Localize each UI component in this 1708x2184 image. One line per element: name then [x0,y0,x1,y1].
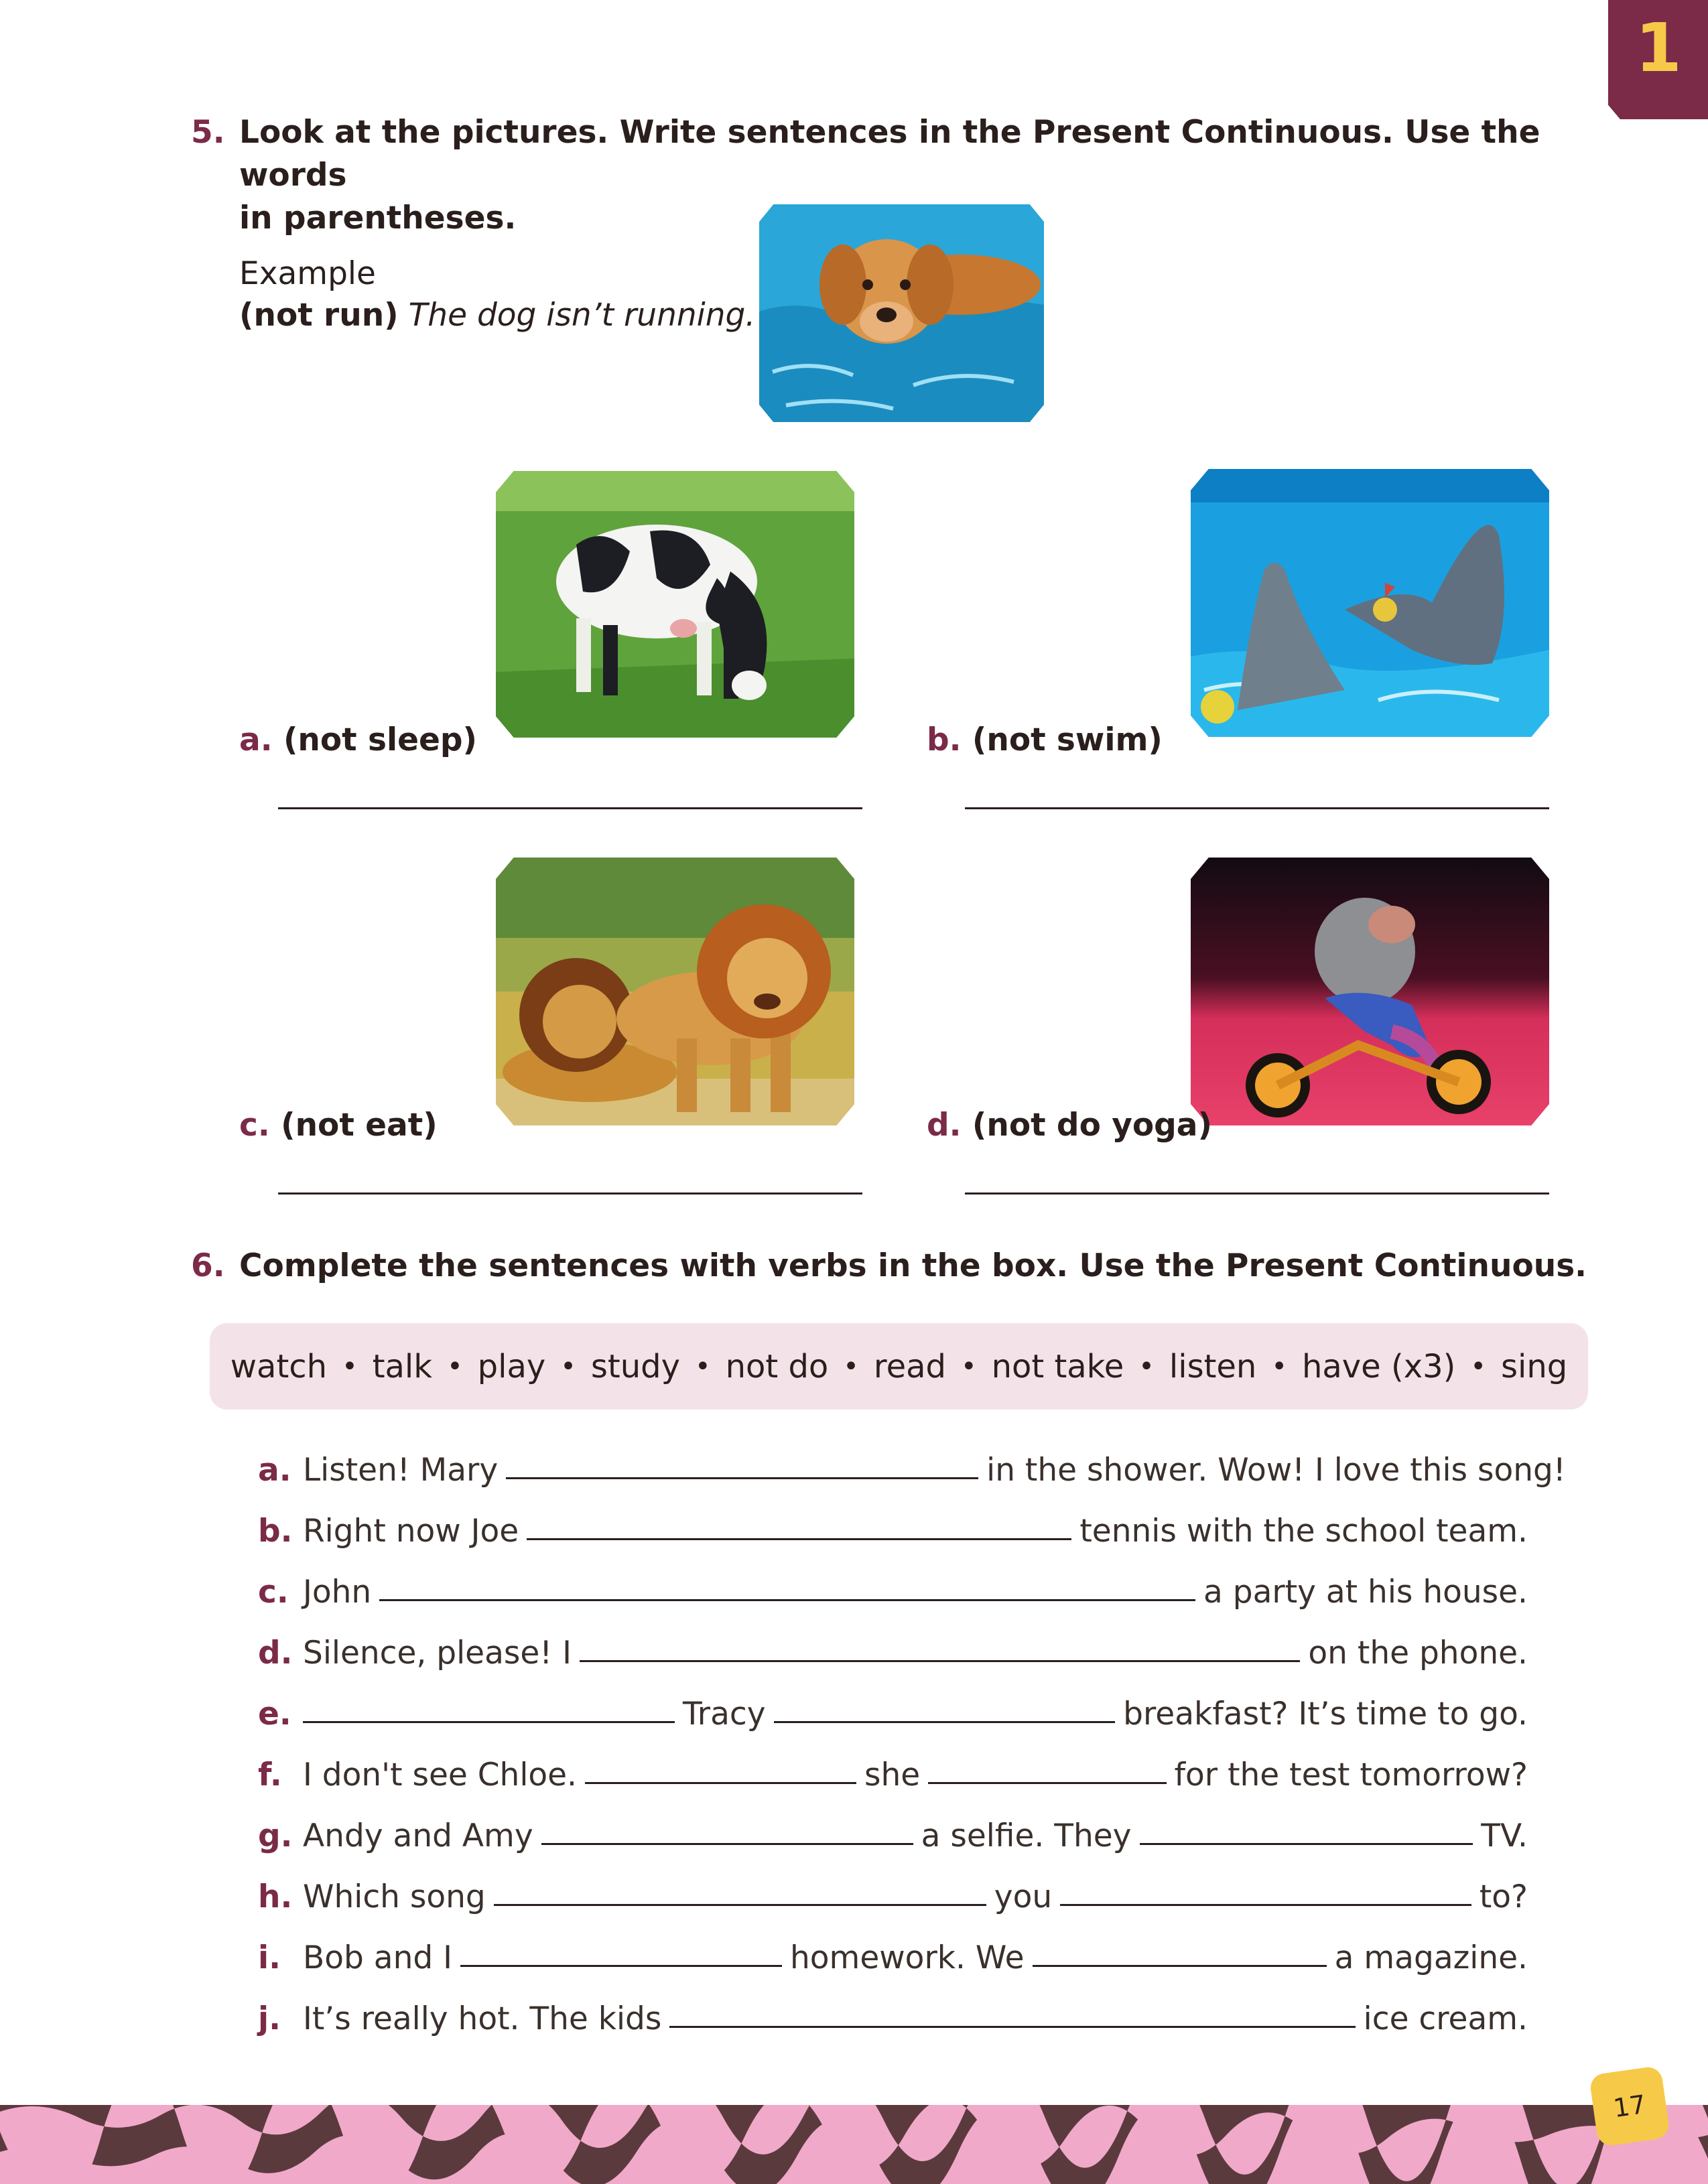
ex6-instruction: Complete the sentences with verbs in the box. Use the Present Continuous. [239,1247,1587,1284]
separator: • [560,1351,576,1382]
sentence-h: h. Which song you to? [258,1879,1528,1915]
sentence-f: f. I don't see Chloe. she for the test tomorrow? [258,1757,1528,1793]
answer-blank[interactable] [1033,1965,1327,1967]
answer-blank[interactable] [580,1660,1300,1662]
word: listen [1169,1347,1257,1385]
answer-blank[interactable] [527,1538,1071,1540]
separator: • [1271,1351,1287,1382]
item-c-answer-line[interactable] [278,1192,862,1195]
word: sing [1500,1347,1568,1385]
separator: • [447,1351,463,1382]
answer-blank[interactable] [460,1965,782,1967]
sentence-e: e. Tracy breakfast? It’s time to go. [258,1696,1528,1732]
example-line [239,295,755,336]
answer-blank[interactable] [1140,1843,1473,1845]
example-title: Example [239,255,376,292]
answer-blank[interactable] [494,1904,986,1906]
word: read [873,1347,946,1385]
dog-swimming-photo [759,204,1044,422]
answer-blank[interactable] [379,1599,1195,1601]
footer-pattern [0,2105,1708,2184]
word: not do [725,1347,829,1385]
item-c-label: c. (not eat) [239,1107,438,1144]
item-d-answer-line[interactable] [965,1192,1549,1195]
answer-blank[interactable] [669,2026,1355,2028]
item-a-answer-line[interactable] [278,807,862,809]
example-cue: (not run) [239,297,399,334]
word: talk [372,1347,433,1385]
answer-blank[interactable] [506,1477,978,1479]
separator: • [960,1351,977,1382]
answer-blank[interactable] [541,1843,913,1845]
sentence-i: i. Bob and I homework. We a magazine. [258,1939,1528,1976]
sentence-g: g. Andy and Amy a selfie. They TV. [258,1818,1528,1854]
sentence-c: c. John a party at his house. [258,1574,1528,1611]
separator: • [695,1351,711,1382]
separator: • [342,1351,358,1382]
sentence-d: d. Silence, please! I on the phone. [258,1635,1528,1671]
separator: • [1138,1351,1155,1382]
answer-blank[interactable] [585,1782,856,1784]
word-box [210,1323,1588,1410]
word: play [477,1347,546,1385]
dolphins-photo [1191,469,1549,737]
lions-photo [496,858,854,1125]
item-d-label: d. (not do yoga) [927,1107,1212,1144]
unit-number: 1 [1635,9,1682,87]
separator: • [843,1351,859,1382]
item-b-label: b. (not swim) [927,722,1163,758]
word: not take [991,1347,1124,1385]
word: study [590,1347,680,1385]
ex5-number: 5. [191,114,225,151]
page-number: 17 [1589,2065,1670,2147]
answer-blank[interactable] [774,1721,1116,1723]
answer-blank[interactable] [303,1721,675,1723]
word: have (x3) [1301,1347,1456,1385]
ex6-number: 6. [191,1247,225,1284]
answer-blank[interactable] [1060,1904,1471,1906]
word: watch [230,1347,328,1385]
sentence-a: a. Listen! Mary in the shower. Wow! I love this song! [258,1452,1566,1489]
baboon-photo [1191,858,1549,1125]
sentence-b: b. Right now Joe tennis with the school team. [258,1513,1528,1550]
item-a-label: a. (not sleep) [239,722,477,758]
answer-blank[interactable] [928,1782,1166,1784]
sentence-j: j. It’s really hot. The kids ice cream. [258,2000,1528,2037]
example-sentence: The dog isn’t running. [408,297,756,334]
ex5-instruction: Look at the pictures. Write sentences in the Present Continuous. Use the words in parentheses. [239,114,1540,236]
item-b-answer-line[interactable] [965,807,1549,809]
cow-photo [496,471,854,738]
separator: • [1470,1351,1486,1382]
